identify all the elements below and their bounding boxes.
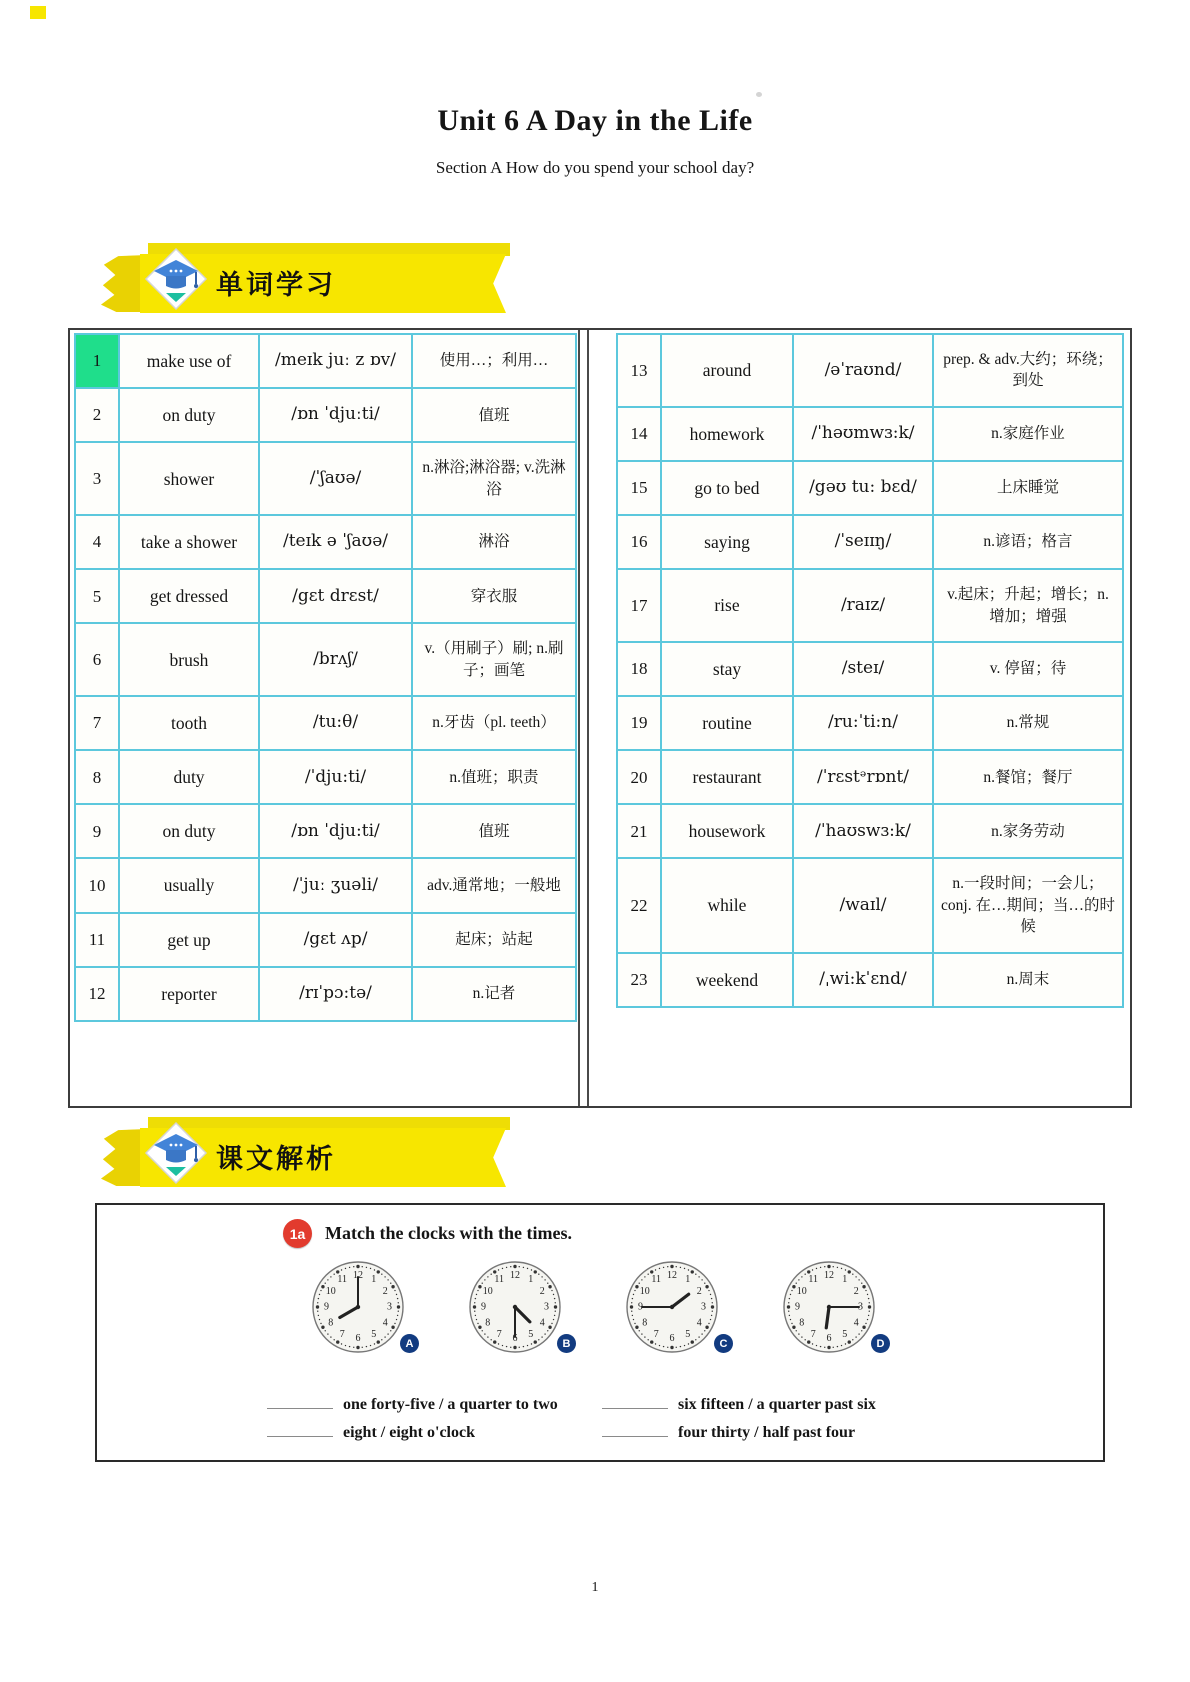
vocab-cell-num: 5	[75, 569, 119, 623]
svg-text:1: 1	[528, 1274, 534, 1286]
vocab-cell-word: routine	[661, 696, 793, 750]
vocab-cell-word: on duty	[119, 804, 259, 858]
svg-text:4: 4	[539, 1317, 545, 1329]
vocab-cell-meaning: n.家务劳动	[933, 804, 1123, 858]
svg-text:12: 12	[510, 1270, 520, 1281]
vocab-cell-word: reporter	[119, 967, 259, 1021]
vocab-cell-ipa: /ɒn ˈdju:ti/	[259, 804, 412, 858]
vocab-cell-word: stay	[661, 642, 793, 696]
vocab-row	[75, 623, 576, 696]
svg-text:11: 11	[337, 1274, 348, 1286]
vocab-cell-word: tooth	[119, 696, 259, 750]
vocab-cell-num: 2	[75, 388, 119, 442]
page-title: Unit 6 A Day in the Life	[437, 104, 753, 137]
vocab-cell-meaning: v.起床；升起；增长；n.增加；增强	[933, 569, 1123, 642]
svg-text:5: 5	[842, 1328, 848, 1340]
clock-face-icon	[624, 1259, 720, 1355]
vocab-table-box	[68, 328, 1132, 1108]
vocab-row	[617, 334, 1123, 407]
vocab-cell-meaning: v.（用刷子）刷; n.刷子；画笔	[412, 623, 576, 696]
vocab-cell-num: 7	[75, 696, 119, 750]
svg-text:1: 1	[371, 1274, 377, 1286]
svg-text:10: 10	[796, 1285, 807, 1297]
vocab-cell-word: saying	[661, 515, 793, 569]
analysis-banner-label: 课文解析	[216, 1144, 336, 1174]
svg-text:11: 11	[651, 1274, 662, 1286]
option-text: four thirty / half past four	[678, 1424, 856, 1441]
vocab-cell-word: get dressed	[119, 569, 259, 623]
vocab-cell-ipa: /steɪ/	[793, 642, 933, 696]
answer-blank	[267, 1421, 333, 1437]
vocab-cell-ipa: /ˌwi:kˈɛnd/	[793, 953, 933, 1007]
vocab-row	[617, 696, 1123, 750]
vocab-cell-word: around	[661, 334, 793, 407]
vocab-cell-meaning: prep. & adv.大约；环绕；到处	[933, 334, 1123, 407]
vocab-cell-num: 23	[617, 953, 661, 1007]
vocab-cell-ipa: /gəʊ tu: bɛd/	[793, 461, 933, 515]
vocab-row	[617, 642, 1123, 696]
vocab-row	[75, 750, 576, 804]
vocab-table-left	[74, 333, 577, 1022]
vocab-cell-ipa: /raɪz/	[793, 569, 933, 642]
clock-label-badge: A	[400, 1334, 419, 1353]
vocab-cell-word: shower	[119, 442, 259, 515]
svg-text:12: 12	[353, 1270, 363, 1281]
vocab-cell-num: 8	[75, 750, 119, 804]
vocab-cell-ipa: /əˈraʊnd/	[793, 334, 933, 407]
vocab-cell-meaning: n.记者	[412, 967, 576, 1021]
vocab-cell-meaning: v. 停留；待	[933, 642, 1123, 696]
vocab-cell-ipa: /ɒn ˈdjuːti/	[259, 388, 412, 442]
clock-face-icon	[467, 1259, 563, 1355]
vocab-cell-num: 19	[617, 696, 661, 750]
svg-text:3: 3	[858, 1301, 863, 1313]
answer-blank	[267, 1393, 333, 1409]
svg-text:6: 6	[669, 1333, 675, 1344]
page-subtitle: Section A How do you spend your school day?	[435, 158, 755, 177]
svg-text:4: 4	[853, 1317, 859, 1329]
vocab-cell-ipa: /rɪˈpɔ:tə/	[259, 967, 412, 1021]
vocab-cell-word: while	[661, 858, 793, 952]
vocab-cell-num: 18	[617, 642, 661, 696]
vocab-row	[617, 804, 1123, 858]
match-option	[602, 1421, 855, 1442]
exercise-number-badge: 1a	[283, 1219, 312, 1248]
vocab-cell-num: 17	[617, 569, 661, 642]
corner-mark	[30, 6, 46, 19]
page-number: 1	[591, 1580, 599, 1595]
vocab-cell-meaning: n.常规	[933, 696, 1123, 750]
exercise-instruction: Match the clocks with the times.	[325, 1223, 572, 1243]
svg-text:5: 5	[685, 1328, 691, 1340]
match-option	[267, 1421, 475, 1442]
vocab-row	[617, 407, 1123, 461]
analysis-section-banner	[98, 1117, 506, 1187]
vocab-cell-ipa: /brʌʃ/	[259, 623, 412, 696]
vocab-cell-num: 3	[75, 442, 119, 515]
vocab-cell-word: restaurant	[661, 750, 793, 804]
svg-text:9: 9	[795, 1301, 800, 1313]
svg-text:11: 11	[494, 1274, 505, 1286]
vocab-cell-word: take a shower	[119, 515, 259, 569]
svg-text:10: 10	[482, 1285, 493, 1297]
vocab-cell-meaning: 穿衣服	[412, 569, 576, 623]
vocab-cell-num: 22	[617, 858, 661, 952]
vocab-row	[617, 515, 1123, 569]
vocab-cell-meaning: n.值班；职责	[412, 750, 576, 804]
vocab-cell-word: make use of	[119, 334, 259, 388]
svg-text:6: 6	[826, 1333, 832, 1344]
vocab-cell-word: go to bed	[661, 461, 793, 515]
vocab-cell-meaning: n.一段时间；一会儿；conj. 在…期间；当…的时候	[933, 858, 1123, 952]
vocab-cell-meaning: 上床睡觉	[933, 461, 1123, 515]
clock-face-icon	[310, 1259, 406, 1355]
vocab-section-banner	[98, 243, 506, 313]
svg-text:1: 1	[685, 1274, 691, 1286]
svg-text:2: 2	[696, 1285, 702, 1297]
vocab-cell-num: 16	[617, 515, 661, 569]
vocab-cell-num: 20	[617, 750, 661, 804]
svg-text:3: 3	[701, 1301, 706, 1313]
vocab-cell-ipa: /ˈhaʊswɜ:k/	[793, 804, 933, 858]
vocab-row	[75, 334, 576, 388]
svg-text:9: 9	[324, 1301, 329, 1313]
vocab-cell-num: 21	[617, 804, 661, 858]
vocab-cell-ipa: /ˈʃaʊə/	[259, 442, 412, 515]
option-text: one forty-five / a quarter to two	[343, 1396, 558, 1413]
vocab-cell-num: 4	[75, 515, 119, 569]
vocab-cell-ipa: /tu:θ/	[259, 696, 412, 750]
vocab-row	[617, 953, 1123, 1007]
vocab-row	[617, 569, 1123, 642]
svg-text:2: 2	[539, 1285, 545, 1297]
svg-text:8: 8	[328, 1317, 334, 1329]
clock-label-badge: D	[871, 1334, 890, 1353]
answer-blank	[602, 1393, 668, 1409]
vocab-cell-num: 15	[617, 461, 661, 515]
vocab-cell-word: weekend	[661, 953, 793, 1007]
vocab-row	[617, 461, 1123, 515]
clock-label-badge: B	[557, 1334, 576, 1353]
exercise-header	[283, 1219, 572, 1248]
svg-text:6: 6	[512, 1333, 518, 1344]
vocab-cell-meaning: n.周末	[933, 953, 1123, 1007]
vocab-row	[75, 804, 576, 858]
vocab-cell-meaning: n.餐馆；餐厅	[933, 750, 1123, 804]
vocab-cell-num: 1	[75, 334, 119, 388]
vocab-cell-num: 14	[617, 407, 661, 461]
vocab-row	[75, 913, 576, 967]
option-text: six fifteen / a quarter past six	[678, 1396, 876, 1413]
clock-B	[467, 1259, 571, 1355]
vocab-row	[75, 515, 576, 569]
vocab-cell-num: 11	[75, 913, 119, 967]
clock-label-badge: C	[714, 1334, 733, 1353]
vocab-cell-num: 9	[75, 804, 119, 858]
svg-text:10: 10	[639, 1285, 650, 1297]
vocab-cell-meaning: n.家庭作业	[933, 407, 1123, 461]
vocab-cell-num: 6	[75, 623, 119, 696]
svg-text:7: 7	[339, 1328, 345, 1340]
svg-text:8: 8	[642, 1317, 648, 1329]
svg-text:7: 7	[653, 1328, 659, 1340]
vocab-row	[75, 696, 576, 750]
vocab-row	[617, 858, 1123, 952]
svg-text:6: 6	[355, 1333, 361, 1344]
svg-text:1: 1	[842, 1274, 848, 1286]
svg-text:4: 4	[382, 1317, 388, 1329]
vocab-cell-ipa: /ˈseɪɪŋ/	[793, 515, 933, 569]
vocab-cell-meaning: n.牙齿（pl. teeth）	[412, 696, 576, 750]
clock-A	[310, 1259, 414, 1355]
vocab-cell-ipa: /gɛt drɛst/	[259, 569, 412, 623]
exercise-1a-box	[95, 1203, 1105, 1462]
svg-text:7: 7	[496, 1328, 502, 1340]
vocab-row	[75, 388, 576, 442]
clocks-row	[310, 1259, 885, 1355]
vocab-cell-meaning: 淋浴	[412, 515, 576, 569]
option-text: eight / eight o'clock	[343, 1424, 475, 1441]
svg-text:5: 5	[371, 1328, 377, 1340]
vocab-row	[75, 442, 576, 515]
vocab-cell-ipa: /ru:ˈti:n/	[793, 696, 933, 750]
match-option	[267, 1393, 558, 1414]
svg-text:10: 10	[325, 1285, 336, 1297]
svg-text:12: 12	[667, 1270, 677, 1281]
vocab-cell-word: usually	[119, 858, 259, 912]
vocab-cell-word: housework	[661, 804, 793, 858]
vocab-cell-num: 12	[75, 967, 119, 1021]
vocab-cell-num: 10	[75, 858, 119, 912]
vocab-cell-ipa: /ˈdju:ti/	[259, 750, 412, 804]
vocab-cell-meaning: 使用…；利用…	[412, 334, 576, 388]
answer-blank	[602, 1421, 668, 1437]
vocab-cell-ipa: /waɪl/	[793, 858, 933, 952]
svg-text:9: 9	[481, 1301, 486, 1313]
svg-text:3: 3	[387, 1301, 392, 1313]
vocab-cell-ipa: /teɪk ə ˈʃaʊə/	[259, 515, 412, 569]
vocab-cell-meaning: adv.通常地；一般地	[412, 858, 576, 912]
vocab-table-right	[616, 333, 1124, 1008]
vocab-row	[75, 858, 576, 912]
vocab-cell-word: get up	[119, 913, 259, 967]
svg-text:2: 2	[853, 1285, 859, 1297]
vocab-cell-word: homework	[661, 407, 793, 461]
vocab-cell-meaning: 值班	[412, 388, 576, 442]
vocab-cell-word: on duty	[119, 388, 259, 442]
svg-text:7: 7	[810, 1328, 816, 1340]
vocab-row	[617, 750, 1123, 804]
vocab-cell-word: brush	[119, 623, 259, 696]
clock-D	[781, 1259, 885, 1355]
vocab-cell-ipa: /gɛt ʌp/	[259, 913, 412, 967]
vocab-banner-label: 单词学习	[216, 270, 336, 300]
svg-text:3: 3	[544, 1301, 549, 1313]
svg-text:2: 2	[382, 1285, 388, 1297]
svg-text:11: 11	[808, 1274, 819, 1286]
svg-text:12: 12	[824, 1270, 834, 1281]
svg-text:5: 5	[528, 1328, 534, 1340]
vocab-cell-word: duty	[119, 750, 259, 804]
graduation-cap-icon	[144, 1121, 208, 1185]
svg-text:8: 8	[799, 1317, 805, 1329]
vocab-cell-meaning: 起床；站起	[412, 913, 576, 967]
vocab-cell-meaning: 值班	[412, 804, 576, 858]
vocab-cell-ipa: /ˈrɛstᵊrɒnt/	[793, 750, 933, 804]
vocab-cell-word: rise	[661, 569, 793, 642]
svg-text:9: 9	[638, 1301, 643, 1313]
table-divider	[578, 330, 589, 1106]
vocab-cell-num: 13	[617, 334, 661, 407]
clock-face-icon	[781, 1259, 877, 1355]
vocab-cell-ipa: /ˈhəʊmwɜ:k/	[793, 407, 933, 461]
smudge-mark	[756, 92, 762, 97]
vocab-row	[75, 967, 576, 1021]
svg-text:8: 8	[485, 1317, 491, 1329]
svg-text:4: 4	[696, 1317, 702, 1329]
vocab-row	[75, 569, 576, 623]
graduation-cap-icon	[144, 247, 208, 311]
vocab-cell-meaning: n.谚语；格言	[933, 515, 1123, 569]
vocab-cell-ipa: /meɪk juː z ɒv/	[259, 334, 412, 388]
match-option	[602, 1393, 876, 1414]
vocab-cell-meaning: n.淋浴;淋浴器; v.洗淋浴	[412, 442, 576, 515]
clock-C	[624, 1259, 728, 1355]
vocab-cell-ipa: /ˈjuː ʒuəli/	[259, 858, 412, 912]
